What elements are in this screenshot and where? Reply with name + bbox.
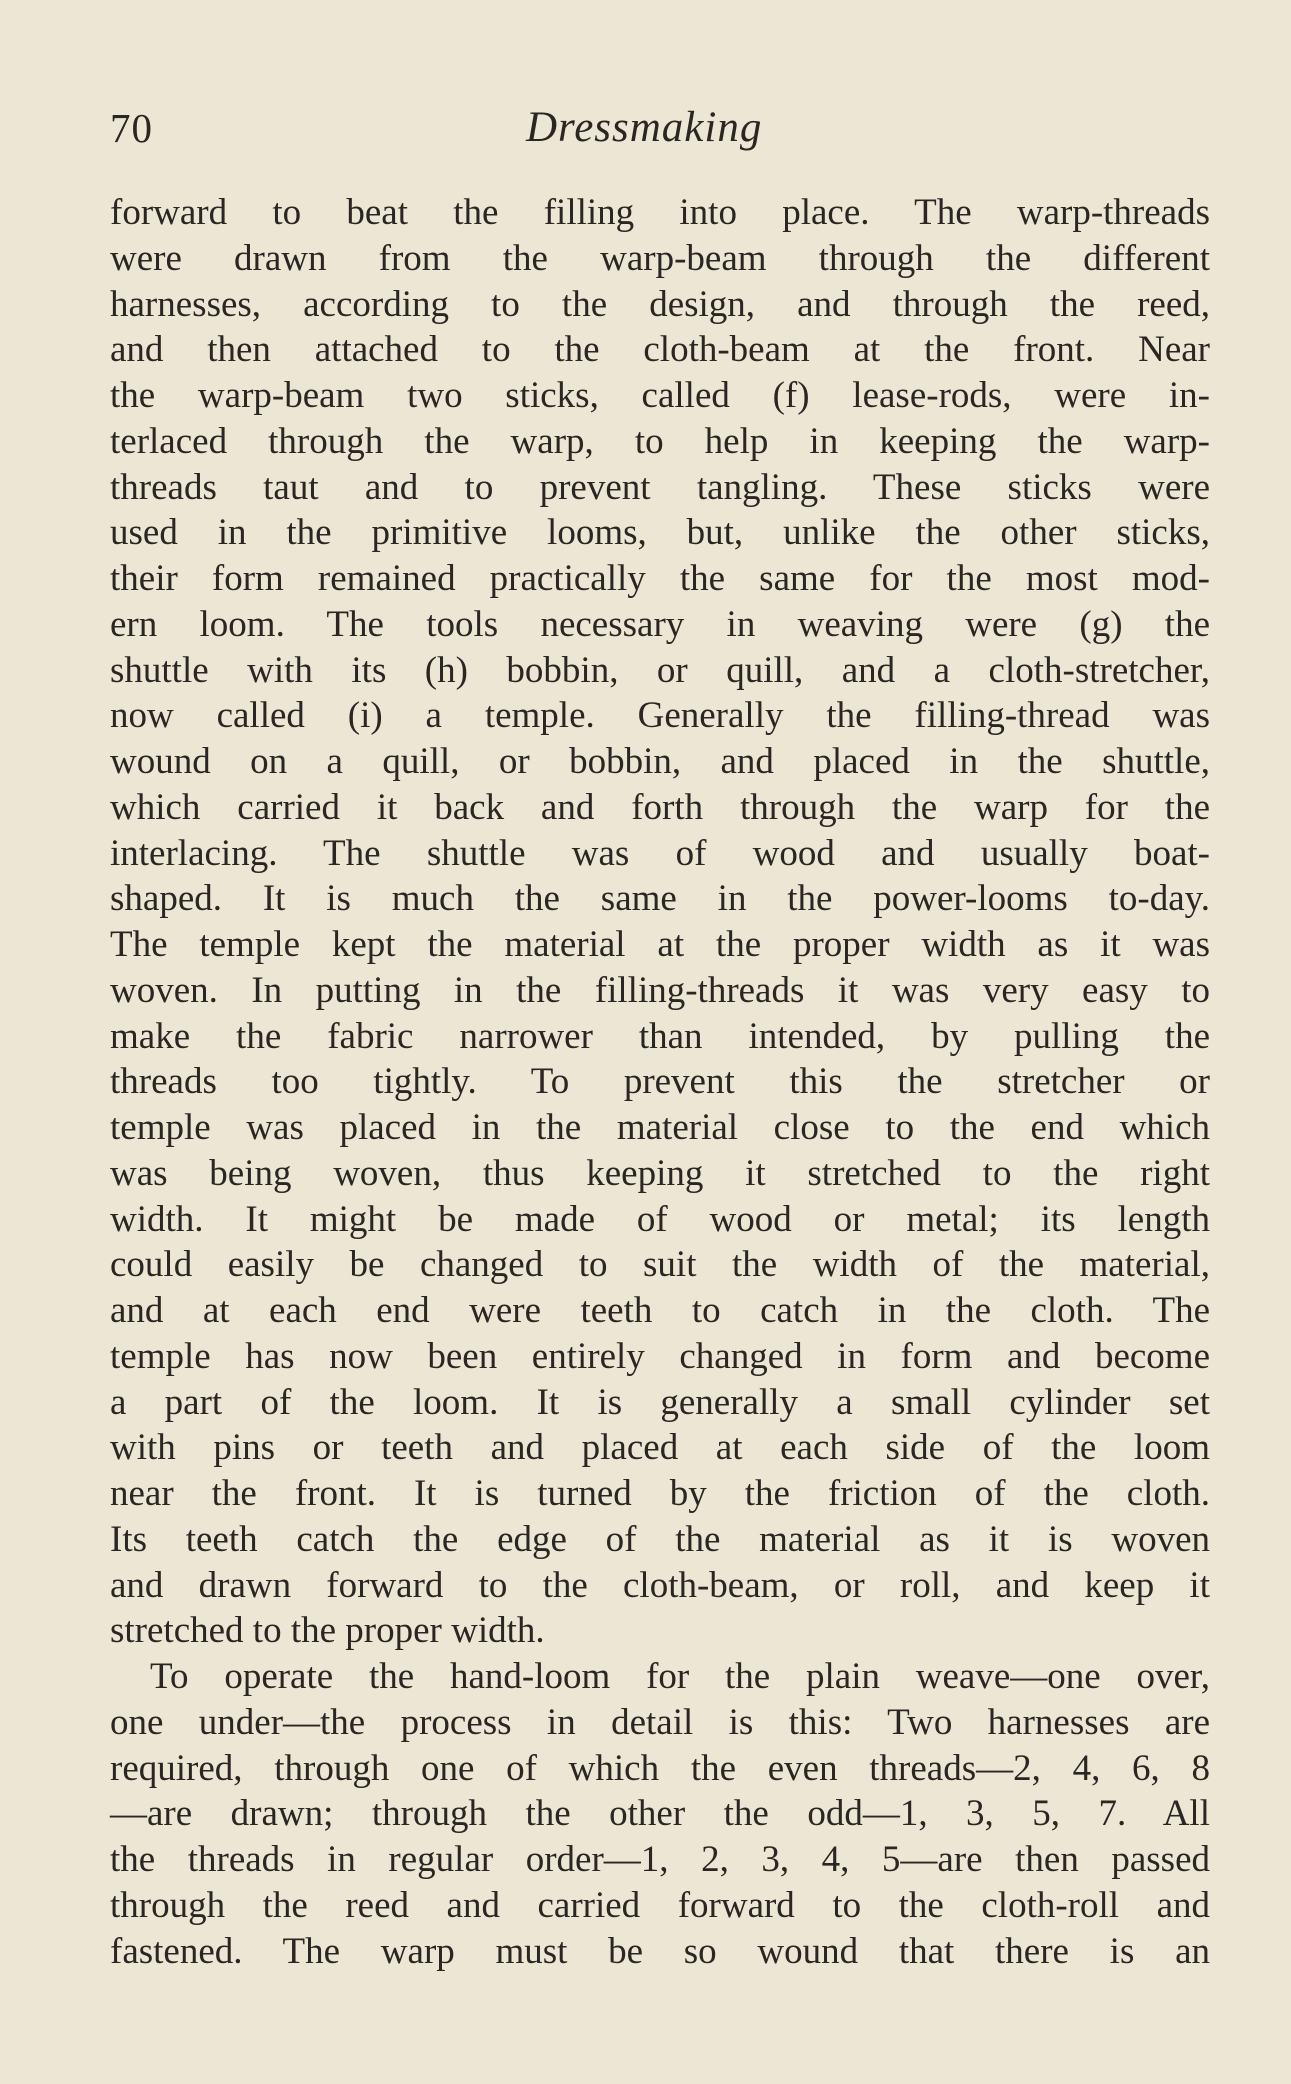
text-line: could easily be changed to suit the width of the material, <box>110 1244 1210 1286</box>
text-line: —are drawn; through the other the odd—1, 3, 5, 7. All <box>110 1793 1210 1835</box>
text-line: and then attached to the cloth-beam at the front. Near <box>110 329 1210 371</box>
text-line: threads too tightly. To prevent this the stretcher or <box>110 1061 1210 1103</box>
text-line: now called (i) a temple. Generally the filling-thread was <box>110 695 1210 737</box>
text-line: fastened. The warp must be so wound that there is an <box>110 1930 1210 1972</box>
text-line: shaped. It is much the same in the power-looms to-day. <box>110 878 1210 920</box>
text-line: were drawn from the warp-beam through the different <box>110 237 1210 279</box>
page-number: 70 <box>110 105 153 151</box>
text-line: Its teeth catch the edge of the material as it is woven <box>110 1518 1210 1560</box>
paragraph-end-line: stretched to the proper width. <box>110 1610 545 1652</box>
text-line: woven. In putting in the filling-threads it was very easy to <box>110 969 1210 1011</box>
text-line: and drawn forward to the cloth-beam, or roll, and keep it <box>110 1564 1210 1606</box>
text-line: shuttle with its (h) bobbin, or quill, and a cloth-stretcher, <box>110 649 1210 691</box>
text-line: and at each end were teeth to catch in the cloth. The <box>110 1290 1210 1331</box>
paragraph-start-line: To operate the hand-loom for the plain weave—one over, <box>150 1656 1210 1697</box>
text-line: ern loom. The tools necessary in weaving were (g) the <box>110 603 1210 645</box>
text-line: near the front. It is turned by the friction of the cloth. <box>110 1473 1210 1514</box>
text-line: make the fabric narrower than intended, by pulling the <box>110 1015 1210 1057</box>
running-head: Dressmaking <box>526 104 763 151</box>
text-line: temple was placed in the material close to the end which <box>110 1107 1210 1148</box>
text-line: interlacing. The shuttle was of wood and usually boat- <box>110 832 1210 874</box>
text-line: The temple kept the material at the proper width as it was <box>110 924 1210 965</box>
text-line: temple has now been entirely changed in form and become <box>110 1335 1210 1377</box>
text-line: width. It might be made of wood or metal; its length <box>110 1198 1210 1240</box>
text-line: through the reed and carried forward to the cloth-roll and <box>110 1884 1210 1926</box>
text-line: used in the primitive looms, but, unlike the other sticks, <box>110 512 1210 554</box>
text-line: which carried it back and forth through the warp for the <box>110 786 1210 828</box>
text-line: the threads in regular order—1, 2, 3, 4, 5—are then passed <box>110 1839 1210 1880</box>
page-header <box>110 98 1210 158</box>
text-line: a part of the loom. It is generally a small cylinder set <box>110 1381 1210 1423</box>
text-line: threads taut and to prevent tangling. These sticks were <box>110 466 1210 508</box>
text-line: was being woven, thus keeping it stretched to the right <box>110 1152 1210 1194</box>
text-line: with pins or teeth and placed at each side of the loom <box>110 1427 1210 1469</box>
text-line: one under—the process in detail is this: Two harnesses are <box>110 1701 1210 1743</box>
text-line: the warp-beam two sticks, called (f) lease-rods, were in- <box>110 375 1210 416</box>
text-line: harnesses, according to the design, and through the reed, <box>110 283 1210 325</box>
text-line: terlaced through the warp, to help in keeping the warp- <box>110 420 1210 462</box>
text-line: wound on a quill, or bobbin, and placed in the shuttle, <box>110 741 1210 782</box>
text-line: their form remained practically the same for the most mod- <box>110 558 1210 599</box>
body-text <box>110 190 1210 1974</box>
text-line: forward to beat the filling into place. The warp-threads <box>110 192 1210 233</box>
text-line: required, through one of which the even threads—2, 4, 6, 8 <box>110 1747 1210 1789</box>
